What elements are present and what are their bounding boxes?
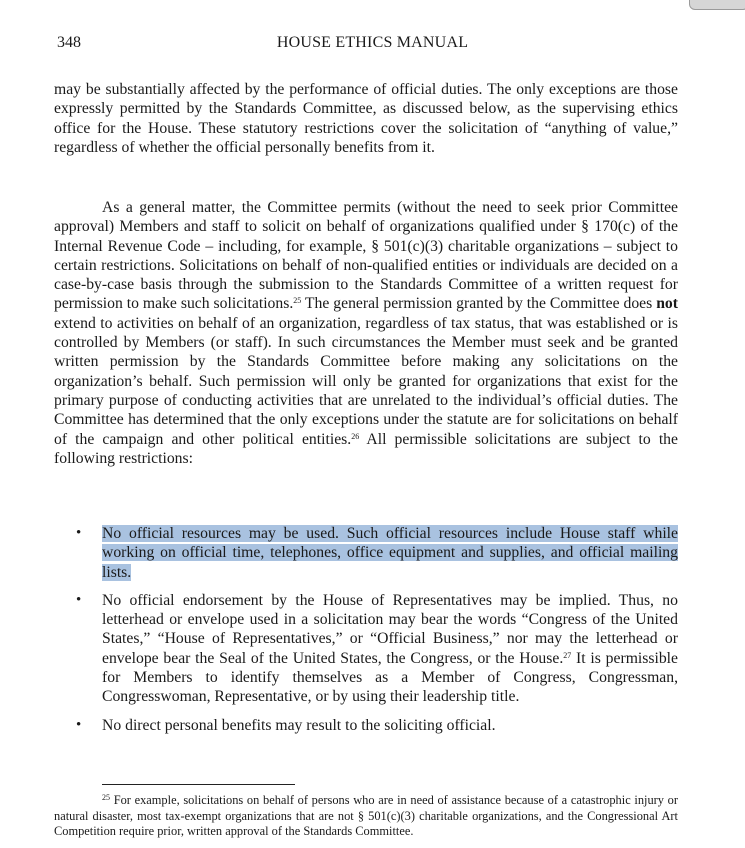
paragraph-text-part: extend to activities on behalf of an organization, regardless of tax status, that was established or is controlled by Members (or staff). In such circumstances the Member must seek and be granted written permission by the Standards Committee before making any solicitations on the organization’s behalf. Such permission will only be granted for organizations that exist for the primary purpose of conducting activities that are unrelated to the individual’s official duties. The Committee has determined that the only exceptions under the statute are for solicitations on behalf of the campaign and other political entities. [54, 314, 678, 448]
bullet-icon: • [76, 591, 82, 608]
highlighted-selection[interactable]: No official resources may be used. Such official resources include House staff while working on official time, telephones, office equipment and supplies, and official mailing lists. [102, 525, 678, 581]
list-item-text: It is permissible for Members to identify themselves as a Member of Congress, Congressman, Congresswoman, Representative, or by using their leadership title. [102, 649, 678, 706]
paragraph-general-matter [54, 198, 678, 468]
list-item [54, 591, 678, 707]
footnote-marker: 25 [102, 793, 110, 802]
footnote-ref-25[interactable]: 25 [293, 296, 302, 306]
bullet-icon: • [76, 716, 82, 733]
restrictions-list [54, 524, 678, 744]
page-number: 348 [57, 34, 81, 51]
list-item [54, 716, 678, 735]
footnote-25 [54, 793, 678, 840]
bold-emphasis: not [656, 295, 678, 313]
paragraph-text-part: The general permission granted by the Committee does [301, 295, 657, 313]
bullet-icon: • [76, 525, 82, 541]
list-item [54, 524, 678, 582]
footnote-ref-27[interactable]: 27 [563, 650, 572, 660]
list-item-text: No direct personal benefits may result to the soliciting official. [102, 716, 496, 734]
footnote-divider [102, 784, 295, 785]
paragraph-continuation: may be substantially affected by the performance of official duties. The only exceptions are those expressly permitted by the Standards Committee, as discussed below, as the supervising ethics office for the House. These statutory restrictions cover the solicitation of “anything of value,” regardless of whether the official personally benefits from it. [54, 81, 678, 156]
paragraph-text-part: As a general matter, the Committee permits (without the need to seek prior Committee approval) Members and staff to solicit on behalf of organizations qualified under § 170(c) of the Internal Revenue Code – including, for example, § 501(c)(3) charitable organizations – subject to certain restrictions. Solicitations on behalf of non-qualified entities or individuals are decided on a case-by-case basis through the submission to the Standards Committee of a written request for permission to make such solicitations. [54, 199, 678, 313]
footnote-ref-26[interactable]: 26 [351, 431, 360, 441]
list-item-text: No official endorsement by the House of Representatives may be implied. Thus, no letterhead or envelope used in a solicitation may bear the words “Congress of the United States,” “House of Representatives,” or “Official Business,” nor may the letterhead or envelope bear the Seal of the United States, the Congress, or the House. [102, 591, 678, 667]
running-header-title: HOUSE ETHICS MANUAL [276, 34, 469, 51]
paragraph-text-part: All permissible solicitations are subject to the following restrictions: [54, 430, 678, 467]
window-corner-tab [689, 0, 745, 10]
footnote-text: For example, solicitations on behalf of persons who are in need of assistance because of a catastrophic injury or natural disaster, most tax-exempt organizations that are not § 501(c)(3) charitable organizations, and the Congressional Art Competition require prior, written approval of the Standards Committee. [54, 793, 678, 838]
